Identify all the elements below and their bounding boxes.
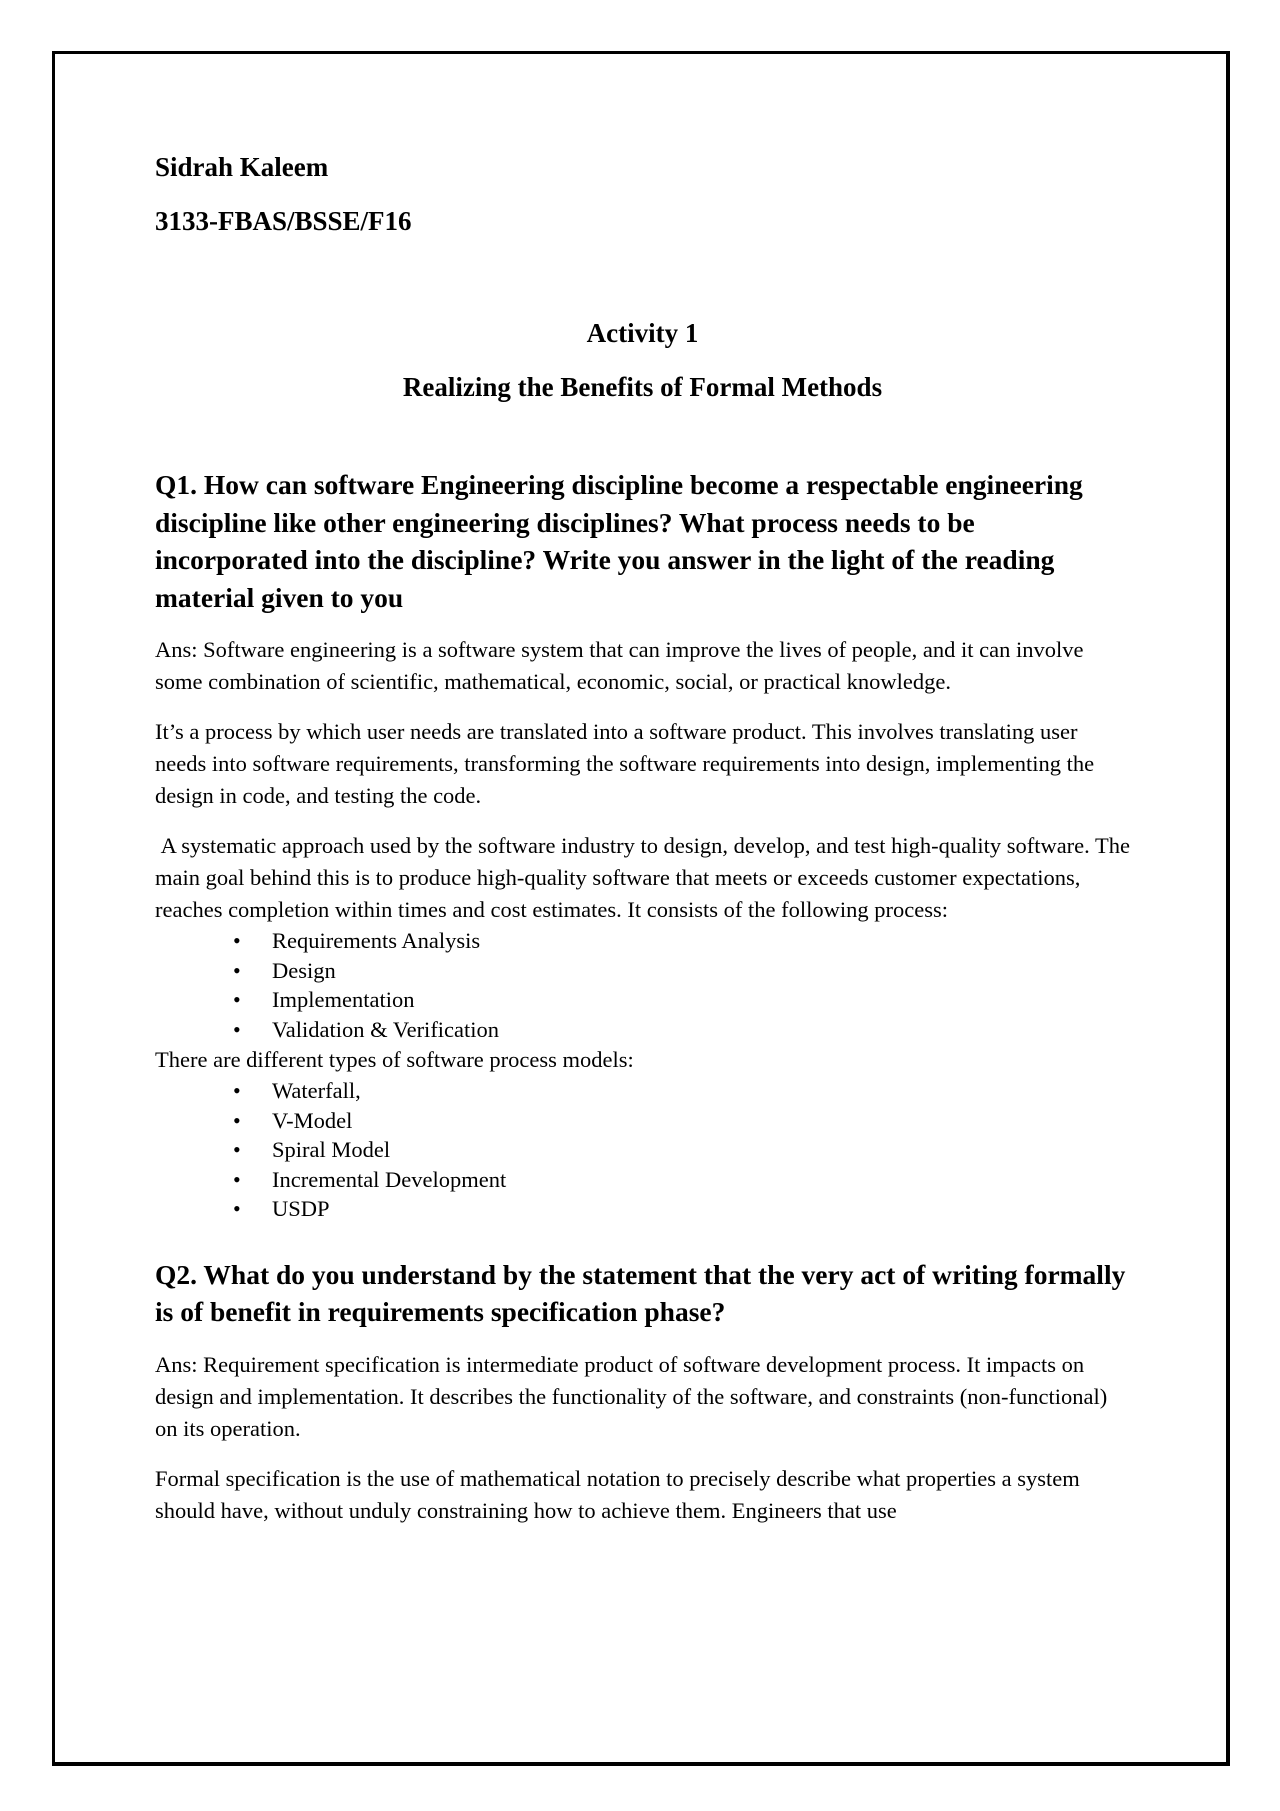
bullet-icon: • [233,1166,241,1192]
list-item [155,1135,1130,1165]
question-2: Q2. What do you understand by the statement that the very act of writing formally is of benefit in requirements specification phase? [155,1258,1126,1327]
bullet-icon: • [233,1196,241,1221]
list-item-text: Incremental Development [272,1166,507,1192]
models-list [155,1076,1130,1224]
q1-answer-paragraph: Ans: Software engineering is a software system that can improve the lives of people, and it can involve some combination of scientific, mathematical, economic, social, or practical knowledge. [155,637,1084,694]
list-item-text: V-Model [272,1107,353,1133]
list-item [155,985,1130,1015]
q1-answer-paragraph: It’s a process by which user needs are translated into a software product. This involves translating user needs into software requirements, transforming the software requirements into design, implementing the design in code, and testing the code. [155,719,1095,808]
bullet-icon: • [233,1078,241,1103]
student-id: 3133-FBAS/BSSE/F16 [155,206,412,236]
list-item-text: Design [272,957,336,983]
list-item-text: Implementation [272,987,415,1012]
q1-answer-paragraph: A systematic approach used by the software industry to design, develop, and test high-quality software. The main goal behind this is to produce high-quality software that meets or exceeds customer expectations, reaches completion within times and cost estimates. It consists of the following process: [155,833,1136,922]
list-item-text: Requirements Analysis [272,928,481,953]
list-item [155,1165,1130,1195]
list-item [155,956,1130,986]
list-item [155,1076,1130,1106]
list-item-text: Spiral Model [272,1137,391,1162]
activity-title: Activity 1 [586,318,699,348]
list-item [155,926,1130,956]
q2-answer-paragraph: Formal specification is the use of mathematical notation to precisely describe what properties a system should have, without unduly constraining how to achieve them. Engineers that use [155,1465,1080,1523]
list-item [155,1106,1130,1136]
list-item [155,1015,1130,1045]
q2-answer-paragraph: Ans: Requirement specification is intermediate product of software development process. It impacts on design and implementation. It describes the functionality of the software, and constraints (non-functional) on its operation. [155,1351,1108,1441]
process-list [155,926,1130,1044]
bullet-icon: • [233,957,241,983]
models-intro: There are different types of software process models: [155,1047,634,1072]
bullet-icon: • [233,1137,241,1162]
list-item-text: Waterfall, [272,1078,361,1103]
bullet-icon: • [233,1107,241,1133]
activity-subtitle: Realizing the Benefits of Formal Methods [402,372,883,402]
bullet-icon: • [233,928,241,953]
bullet-icon: • [233,987,241,1012]
list-item [155,1194,1130,1224]
document-body [155,150,1136,1527]
question-1: Q1. How can software Engineering discipline become a respectable engineering discipline like other engineering disciplines? What process needs to be incorporated into the discipline? Write you answer in the light of the reading material given to you [155,469,1083,613]
bullet-icon: • [233,1016,241,1042]
list-item-text: Validation & Verification [272,1016,500,1042]
list-item-text: USDP [272,1196,330,1221]
author-name: Sidrah Kaleem [155,152,329,182]
